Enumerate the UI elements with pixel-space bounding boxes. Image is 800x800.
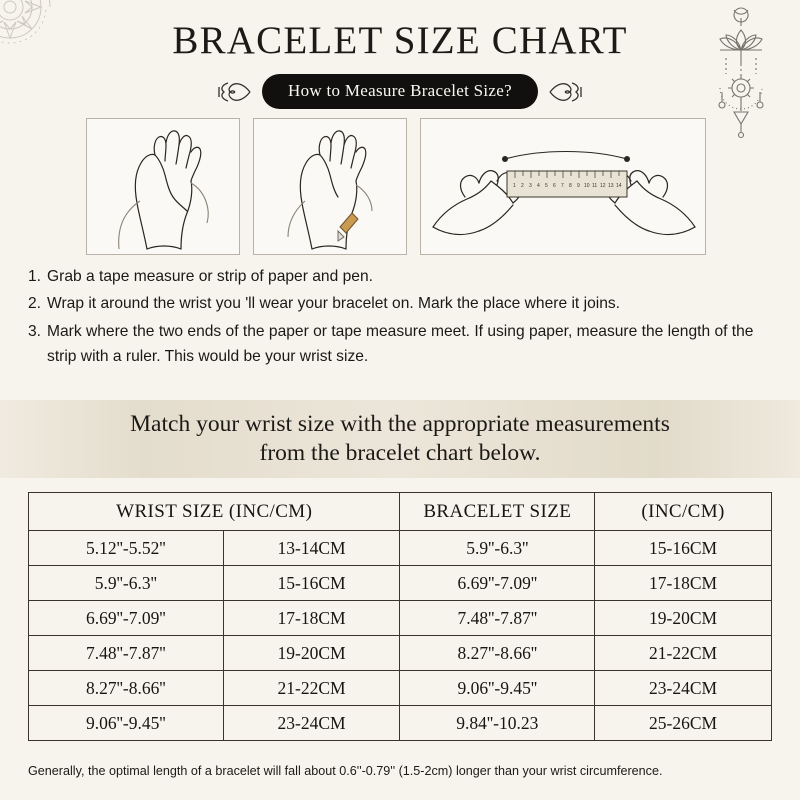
cell-bracelet-inch: 8.27''-8.66'': [400, 636, 595, 671]
svg-text:3: 3: [529, 183, 532, 189]
subtitle-row: [0, 74, 800, 109]
cell-wrist-cm: 19-20CM: [223, 636, 400, 671]
table-row: [29, 531, 772, 566]
svg-text:12: 12: [600, 183, 606, 189]
step-text: Grab a tape measure or strip of paper and pen.: [47, 268, 373, 285]
cell-bracelet-cm: 21-22CM: [595, 636, 772, 671]
cell-bracelet-inch: 9.84''-10.23: [400, 706, 595, 741]
step-text: Wrap it around the wrist you 'll wear your bracelet on. Mark the place where it joins.: [47, 295, 621, 313]
svg-text:8: 8: [569, 183, 572, 189]
hand-with-paper-strip-illustration: [253, 118, 407, 255]
header-wrist-size: WRIST SIZE (INC/CM): [29, 493, 400, 531]
cell-bracelet-cm: 15-16CM: [595, 531, 772, 566]
measure-steps-list: [28, 264, 778, 371]
svg-text:9: 9: [577, 183, 580, 189]
cell-wrist-cm: 17-18CM: [223, 601, 400, 636]
list-item: [28, 291, 778, 316]
cell-wrist-inch: 5.9''-6.3'': [29, 566, 224, 601]
banner-line-1: Match your wrist size with the appropriate measurements: [130, 411, 670, 438]
svg-text:6: 6: [553, 183, 556, 189]
table-row: [29, 636, 772, 671]
page-title: BRACELET SIZE CHART: [172, 19, 628, 62]
svg-text:4: 4: [537, 183, 540, 189]
svg-text:10: 10: [584, 183, 590, 189]
cell-wrist-inch: 5.12''-5.52'': [29, 531, 224, 566]
cell-bracelet-inch: 9.06''-9.45'': [400, 671, 595, 706]
cell-wrist-inch: 9.06''-9.45'': [29, 706, 224, 741]
bracelet-size-table: [28, 492, 772, 741]
match-size-banner: [0, 400, 800, 478]
hands-measuring-strip-with-ruler-illustration: [420, 118, 706, 255]
table-row: [29, 566, 772, 601]
svg-text:14: 14: [616, 183, 622, 189]
header-bracelet-size: BRACELET SIZE: [400, 493, 595, 531]
table-row: [29, 671, 772, 706]
cell-wrist-cm: 23-24CM: [223, 706, 400, 741]
cell-bracelet-inch: 6.69''-7.09'': [400, 566, 595, 601]
cell-wrist-inch: 7.48''-7.87'': [29, 636, 224, 671]
flourish-left-icon: [216, 79, 252, 105]
footnote: Generally, the optimal length of a bracelet will fall about 0.6''-0.79'' (1.5-2cm) longer than your wrist circumference.: [28, 764, 663, 778]
cell-wrist-cm: 21-22CM: [223, 671, 400, 706]
step-number: 3.: [28, 322, 42, 340]
svg-text:13: 13: [608, 183, 614, 189]
svg-text:2: 2: [521, 183, 524, 189]
table-header-row: [29, 493, 772, 531]
cell-bracelet-inch: 5.9''-6.3'': [400, 531, 595, 566]
list-item: [28, 319, 778, 370]
cell-bracelet-cm: 17-18CM: [595, 566, 772, 601]
svg-text:1: 1: [513, 183, 516, 189]
cell-bracelet-cm: 19-20CM: [595, 601, 772, 636]
banner-line-2: from the bracelet chart below.: [259, 440, 541, 466]
step-number: 2.: [28, 295, 42, 313]
svg-text:7: 7: [561, 183, 564, 189]
cell-wrist-inch: 8.27''-8.66'': [29, 671, 224, 706]
cell-bracelet-cm: 25-26CM: [595, 706, 772, 741]
table-row: [29, 706, 772, 741]
size-table-wrapper: [28, 492, 772, 741]
cell-bracelet-inch: 7.48''-7.87'': [400, 601, 595, 636]
hand-with-tape-measure-illustration: [86, 118, 240, 255]
cell-wrist-inch: 6.69''-7.09'': [29, 601, 224, 636]
header-bracelet-units: (INC/CM): [595, 493, 772, 531]
step-number: 1.: [28, 268, 42, 285]
flourish-right-icon: [548, 79, 584, 105]
svg-text:11: 11: [592, 183, 598, 189]
svg-text:5: 5: [545, 183, 548, 189]
subtitle-pill: How to Measure Bracelet Size?: [262, 74, 538, 109]
table-row: [29, 601, 772, 636]
cell-wrist-cm: 13-14CM: [223, 531, 400, 566]
list-item: [28, 264, 778, 289]
illustration-row: [86, 118, 706, 255]
cell-wrist-cm: 15-16CM: [223, 566, 400, 601]
cell-bracelet-cm: 23-24CM: [595, 671, 772, 706]
step-text: Mark where the two ends of the paper or tape measure meet. If using paper, measure the length of the strip with a ruler. This would be your wrist size.: [47, 322, 754, 365]
